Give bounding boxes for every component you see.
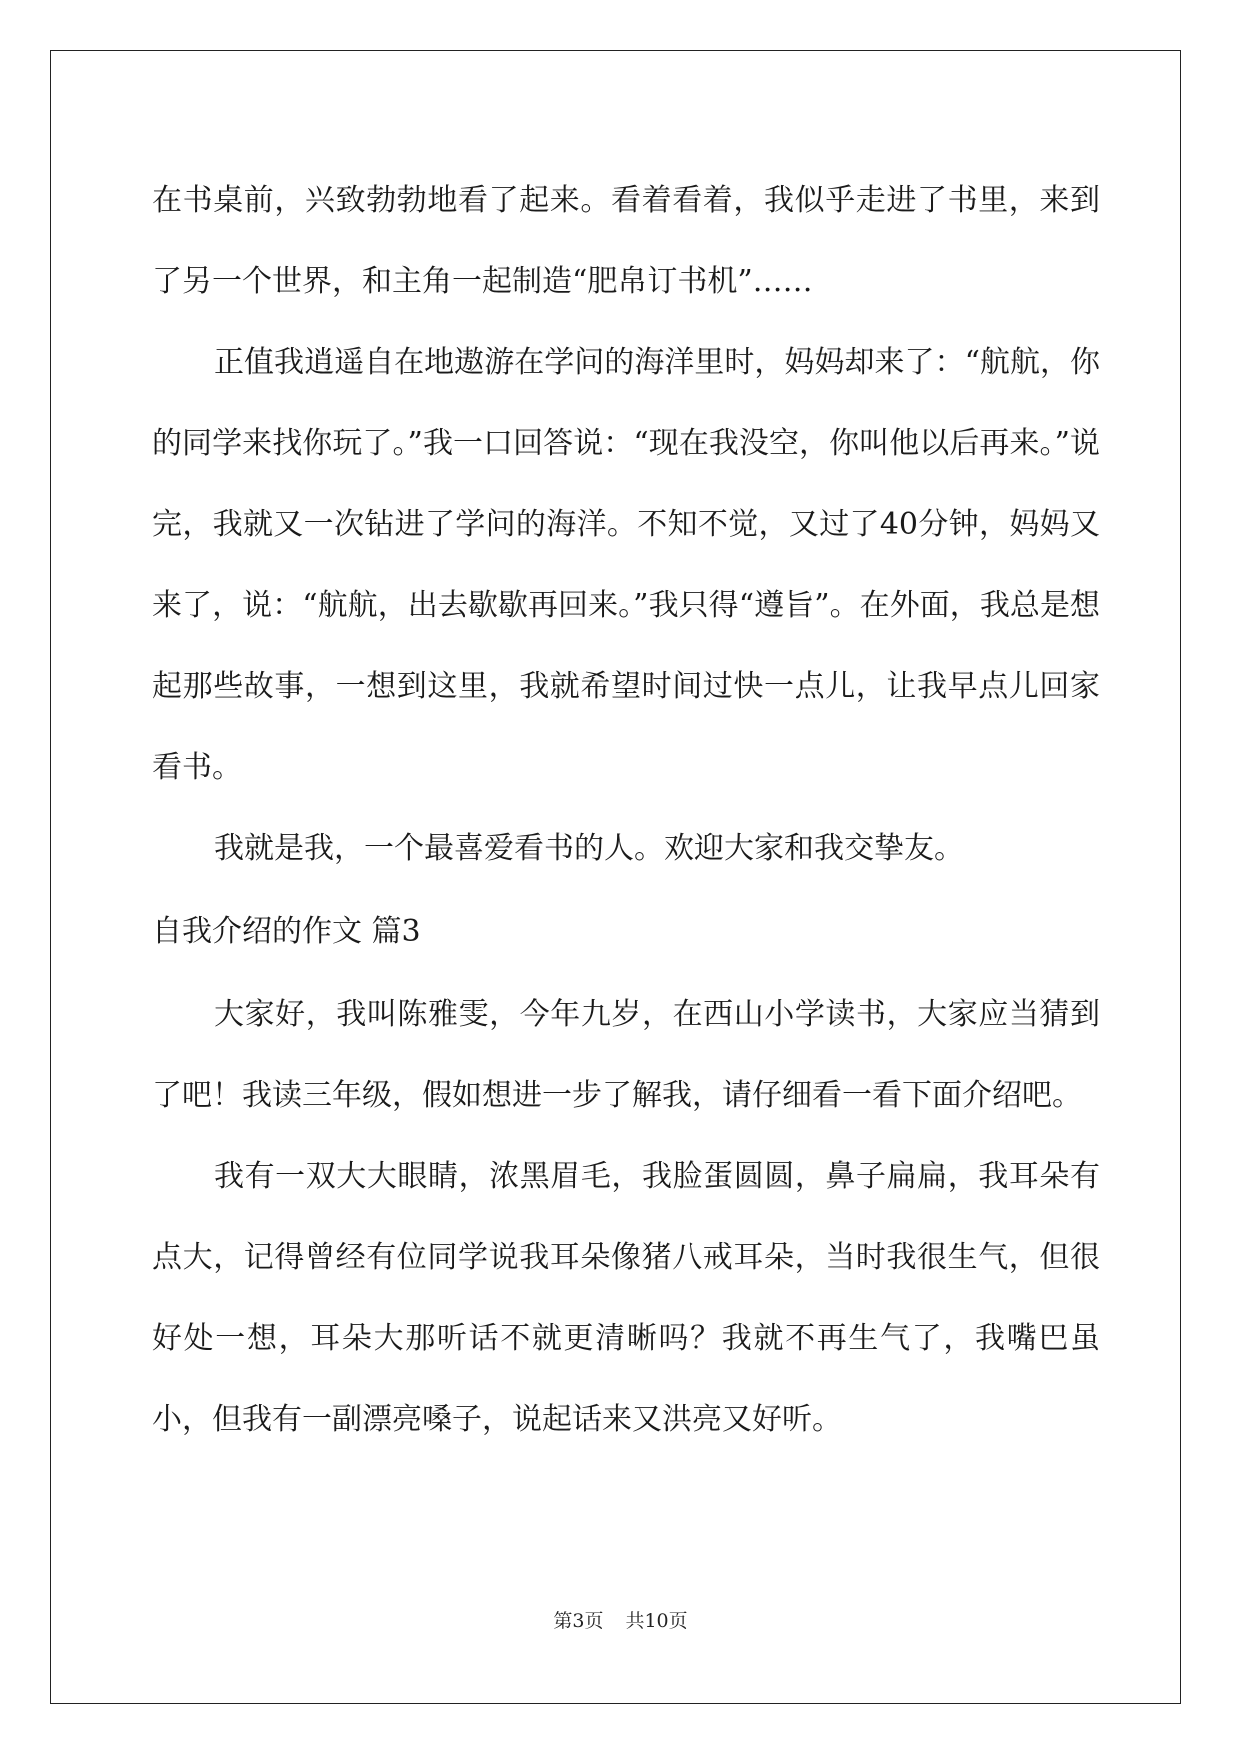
page-number: 第3页: [553, 1610, 604, 1632]
paragraph: 我有一双大大眼睛，浓黑眉毛，我脸蛋圆圆，鼻子扁扁，我耳朵有点大，记得曾经有位同学说我耳朵像猪八戒耳朵，当时我很生气，但很好处一想，耳朵大那听话不就更清晰吗？我就不再生气了，我嘴巴虽小，但我有一副漂亮嗓子，说起话来又洪亮又好听。: [152, 1159, 1100, 1437]
section-heading: 自我介绍的作文 篇3: [152, 914, 421, 949]
paragraph: 我就是我，一个最喜爱看书的人。欢迎大家和我交挚友。: [214, 831, 964, 866]
paragraph: 正值我逍遥自在地遨游在学问的海洋里时，妈妈却来了：“航航，你的同学来找你玩了。”我一口回答说：“现在我没空，你叫他以后再来。”说完，我就又一次钻进了学问的海洋。不知不觉，又过了40分钟，妈妈又来了，说：“航航，出去歇歇再回来。”我只得“遵旨”。在外面，我总是想起那些故事，一想到这里，我就希望时间过快一点儿，让我早点儿回家看书。: [152, 345, 1100, 785]
page-footer: [0, 1606, 1241, 1633]
paragraph: 大家好，我叫陈雅雯，今年九岁，在西山小学读书，大家应当猜到了吧！我读三年级，假如想进一步了解我，请仔细看一看下面介绍吧。: [152, 997, 1100, 1113]
page-total: 共10页: [625, 1610, 688, 1632]
document-body: [152, 160, 1100, 1460]
paragraph: 在书桌前，兴致勃勃地看了起来。看着看着，我似乎走进了书里，来到了另一个世界，和主角一起制造“肥帛订书机”……: [152, 183, 1100, 299]
